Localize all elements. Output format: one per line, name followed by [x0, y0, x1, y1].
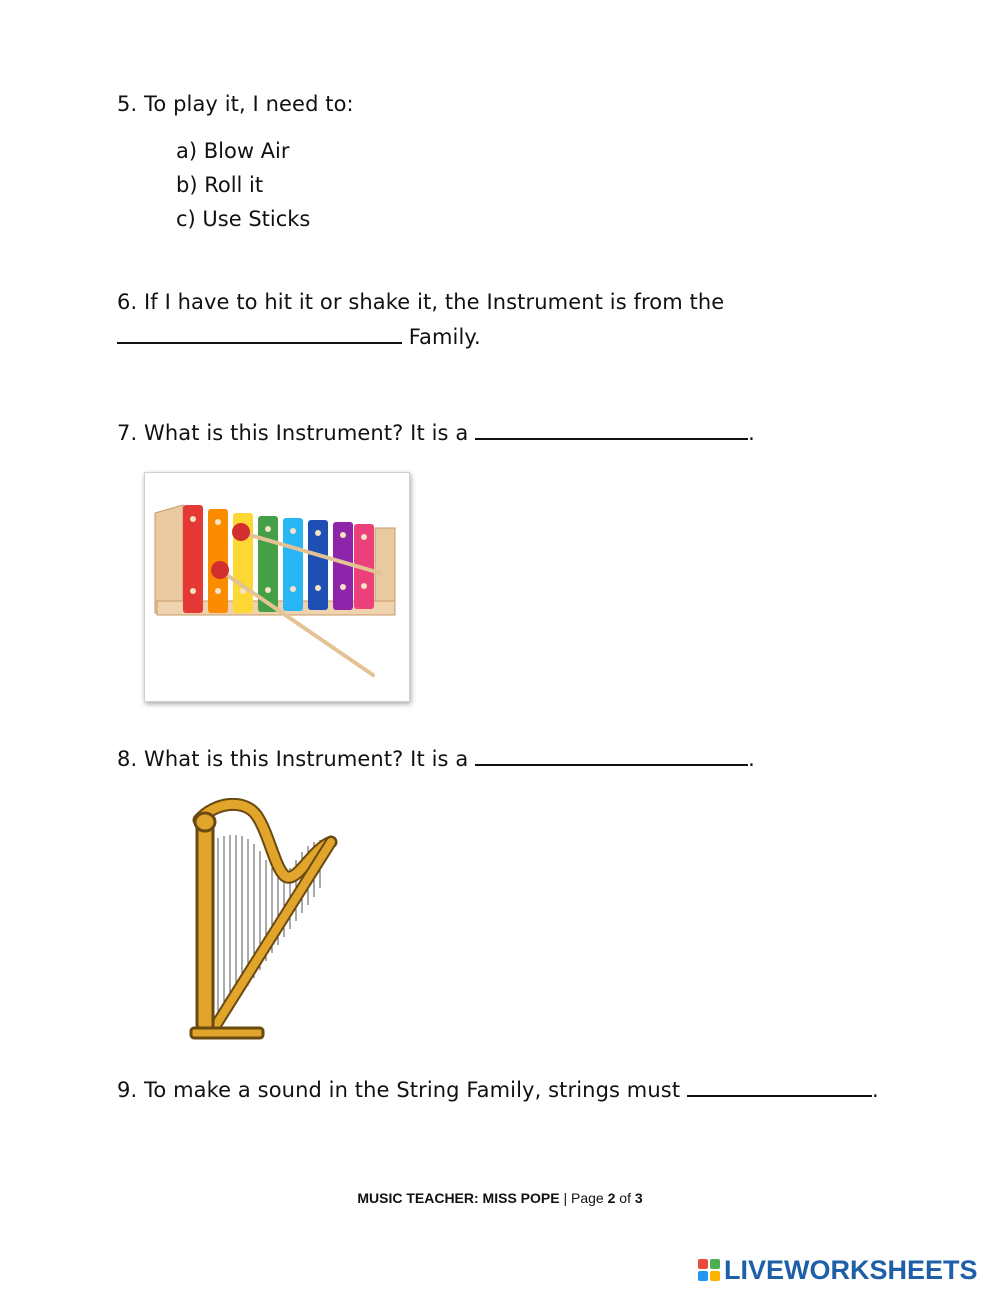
harp-image: [185, 798, 345, 1043]
mark-square: [710, 1271, 720, 1281]
question-9: [117, 1077, 879, 1102]
question-9-text: 9. To make a sound in the String Family, strings must: [117, 1078, 687, 1102]
liveworksheets-mark-icon: [698, 1259, 720, 1281]
question-5: 5. To play it, I need to:: [117, 92, 354, 116]
footer-of: of: [615, 1190, 635, 1206]
harp-icon: [185, 798, 345, 1043]
question-8-answer-blank[interactable]: [475, 746, 748, 766]
mark-square: [698, 1271, 708, 1281]
question-6-answer-blank[interactable]: [117, 324, 402, 344]
question-6-suffix: Family.: [402, 325, 481, 349]
mark-square: [710, 1259, 720, 1269]
question-9-suffix: .: [871, 1078, 879, 1102]
question-5-option-b[interactable]: b) Roll it: [176, 173, 264, 197]
footer-label: MUSIC TEACHER: MISS POPE: [357, 1190, 560, 1206]
question-5-option-a[interactable]: a) Blow Air: [176, 139, 290, 163]
question-7-answer-blank[interactable]: [475, 420, 748, 440]
question-6-line-1: 6. If I have to hit it or shake it, the Instrument is from the: [117, 290, 725, 314]
liveworksheets-wordmark: LIVEWORKSHEETS: [724, 1254, 978, 1285]
question-7-text: 7. What is this Instrument? It is a: [117, 421, 476, 445]
liveworksheets-logo[interactable]: [698, 1254, 998, 1286]
footer-separator: | Page: [559, 1190, 608, 1206]
question-6-line-2: [117, 324, 481, 349]
question-7: [117, 420, 755, 445]
footer-page-total: 3: [634, 1190, 643, 1206]
question-7-suffix: .: [748, 421, 755, 445]
footer-page-number: 2: [607, 1190, 616, 1206]
xylophone-icon: [145, 473, 409, 701]
mark-square: [698, 1259, 708, 1269]
question-8-suffix: .: [748, 747, 755, 771]
xylophone-image: [144, 472, 410, 702]
question-8-text: 8. What is this Instrument? It is a: [117, 747, 476, 771]
question-9-answer-blank[interactable]: [687, 1077, 872, 1097]
question-8: [117, 746, 755, 771]
question-5-option-c[interactable]: c) Use Sticks: [176, 207, 311, 231]
page-footer: [0, 1190, 1000, 1206]
